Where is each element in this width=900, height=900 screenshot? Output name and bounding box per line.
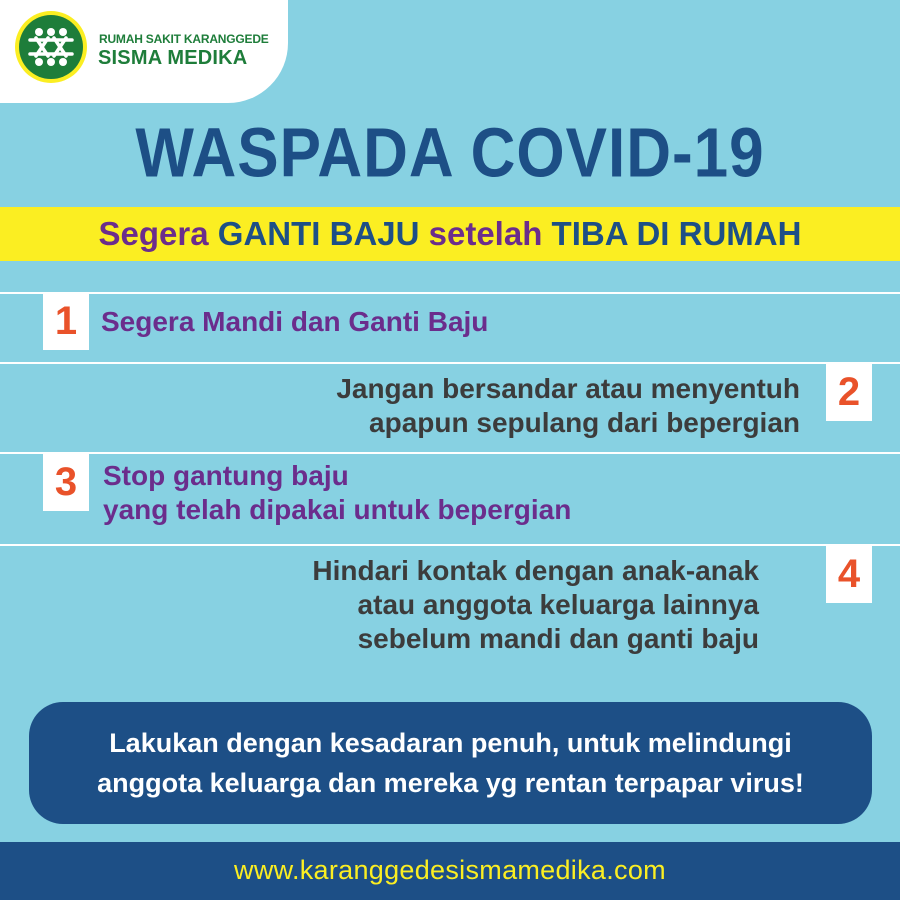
callout-line-2: anggota keluarga dan mereka yg rentan terpapar virus! [97,768,804,798]
step-1-text [101,305,488,339]
step-number-2: 2 [826,363,872,421]
page-title: WASPADA COVID-19 [135,114,765,193]
banner-text-1: Segera [98,215,218,252]
step-4-line-1: Hindari kontak dengan anak-anak [312,555,759,586]
logo-card [0,0,288,103]
step-number-1: 1 [43,292,89,350]
headline-banner [0,207,900,261]
step-2-text [336,372,800,440]
banner-text-4: TIBA DI RUMAH [551,215,802,252]
divider [0,362,900,364]
hospital-emblem-icon [14,10,88,84]
step-2-line-1: Jangan bersandar atau menyentuh [336,373,800,404]
hospital-name-large: SISMA MEDIKA [98,47,248,69]
step-number-4: 4 [826,545,872,603]
banner-text-3: setelah [419,215,552,252]
step-3-line-2: yang telah dipakai untuk bepergian [103,494,572,525]
callout-line-1: Lakukan dengan kesadaran penuh, untuk melindungi [109,728,792,758]
divider [0,452,900,454]
step-4-text [312,554,759,656]
step-4-line-3: sebelum mandi dan ganti baju [357,623,759,654]
step-number-3: 3 [43,453,89,511]
step-3-line-1: Stop gantung baju [103,460,349,491]
banner-text-2: GANTI BAJU [217,215,420,252]
step-3-text [103,459,571,527]
divider [0,292,900,294]
hospital-name-small: RUMAH SAKIT KARANGGEDE [99,32,269,46]
step-2-line-2: apapun sepulang dari bepergian [369,407,800,438]
callout-box [29,702,872,824]
step-1-line-1: Segera Mandi dan Ganti Baju [101,306,489,337]
website-link[interactable]: www.karanggedesismamedika.com [0,842,900,900]
step-4-line-2: atau anggota keluarga lainnya [357,589,759,620]
divider [0,544,900,546]
